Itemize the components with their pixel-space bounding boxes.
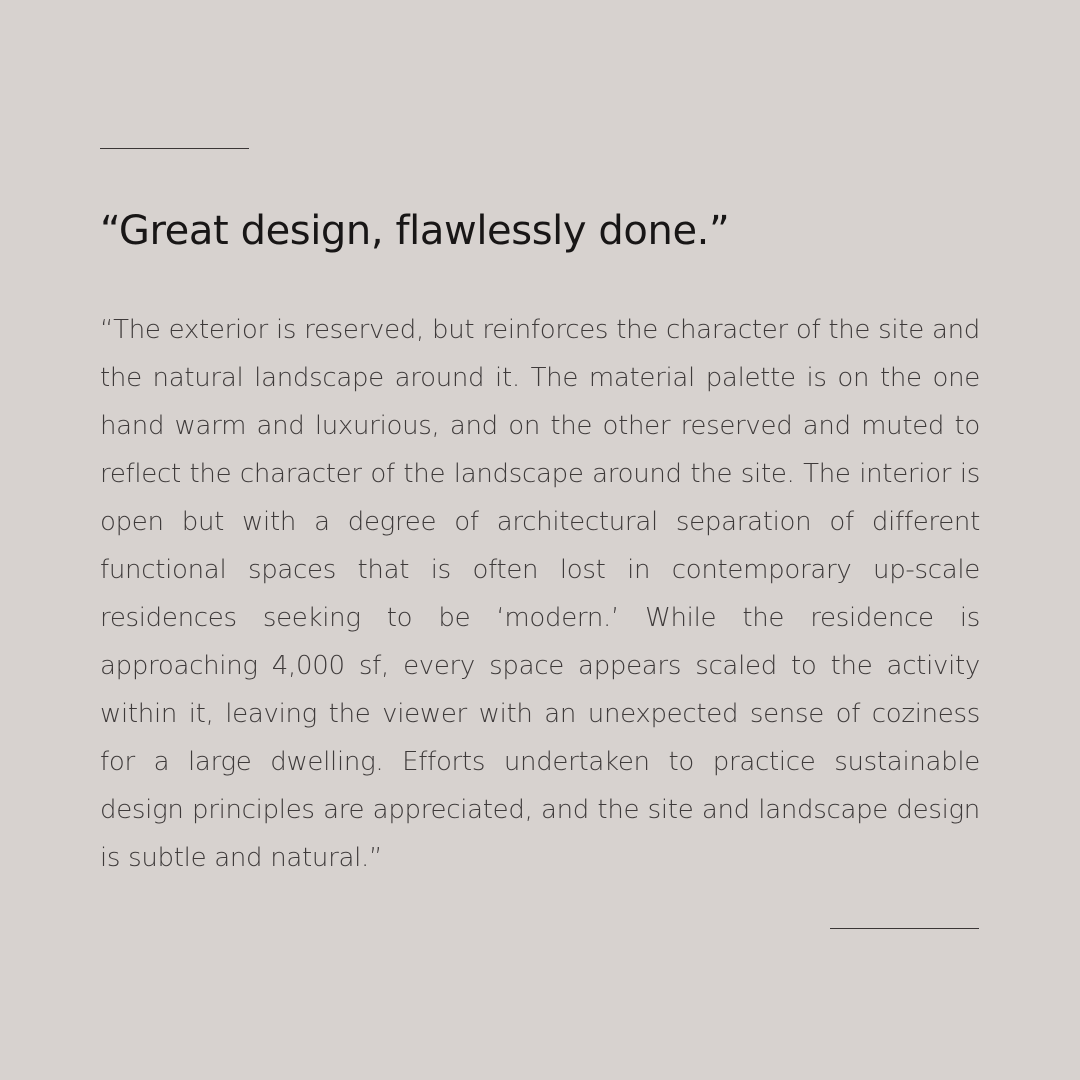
quote-body: “The exterior is reserved, but reinforces the character of the site and the natural landscape around it. The material palette is on the one hand warm and luxurious, and on the other reserved and muted to reflect the character of the landscape around the site. The interior is open but with a degree of architectural separation of different functional spaces that is often lost in contemporary up-scale residences seeking to be ‘modern.’ While the residence is approaching 4,000 sf, every space appears scaled to the activity within it, leaving the viewer with an unexpected sense of coziness for a large dwelling. Efforts undertaken to practice sustainable design principles are appreciated, and the site and landscape design is subtle and natural.” xyxy=(100,315,980,873)
top-divider xyxy=(100,148,249,149)
bottom-divider xyxy=(830,928,979,929)
quote-headline: “Great design, flawlessly done.” xyxy=(100,208,730,254)
